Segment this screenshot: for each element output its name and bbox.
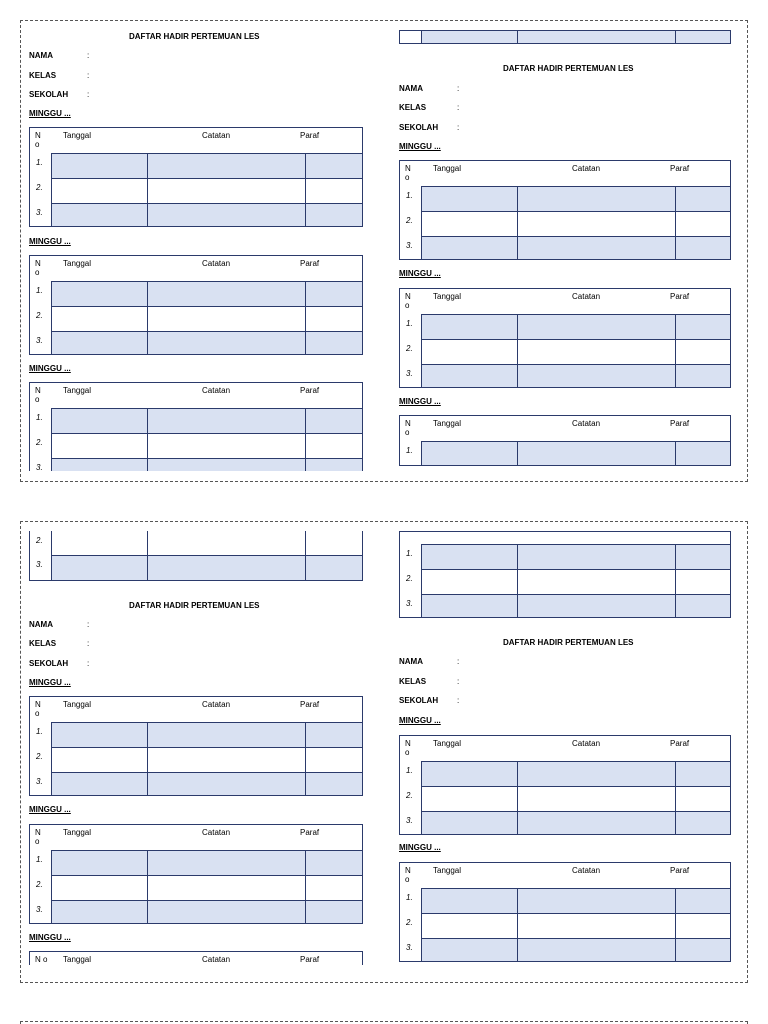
table-header [30, 383, 362, 408]
table-row [400, 544, 730, 569]
col-paraf: Paraf [300, 700, 320, 709]
col-tanggal: Tanggal [433, 739, 462, 748]
cell-catatan[interactable] [147, 722, 305, 747]
cell-paraf[interactable] [675, 594, 730, 618]
cell-catatan[interactable] [147, 875, 305, 900]
col-tanggal: Tanggal [433, 866, 462, 875]
row-number: 3. [406, 816, 413, 825]
attendance-table [399, 415, 731, 466]
field-sekolah [29, 659, 90, 668]
field-sekolah [399, 123, 460, 132]
cell-tanggal[interactable] [421, 236, 517, 260]
cell-tanggal[interactable] [421, 186, 517, 211]
field-sekolah [29, 90, 90, 99]
cell-paraf[interactable] [675, 888, 730, 913]
col-paraf: Paraf [670, 866, 690, 875]
col-paraf: Paraf [300, 955, 320, 964]
cell-catatan[interactable] [517, 441, 675, 466]
row-number: 3. [406, 599, 413, 608]
colon: : [87, 639, 90, 648]
table-row [400, 761, 730, 786]
field-kelas [399, 103, 460, 112]
row-number: 2. [36, 880, 43, 889]
col-catatan: Catatan [202, 386, 231, 395]
table-row [30, 153, 362, 178]
label-kelas: KELAS [29, 71, 57, 80]
table-row [30, 531, 362, 556]
col-paraf: Paraf [670, 292, 690, 301]
row-number: 2. [406, 344, 413, 353]
row-number: 1. [406, 549, 413, 558]
row-number: 1. [36, 413, 43, 422]
field-nama [29, 620, 90, 629]
col-no: N o [405, 292, 411, 310]
cell-catatan[interactable] [517, 786, 675, 811]
week-heading: MINGGU ... [399, 269, 441, 278]
table-row [400, 364, 730, 388]
row-number: 1. [406, 893, 413, 902]
field-nama [399, 657, 460, 666]
cell-paraf[interactable] [305, 458, 362, 471]
table-row [400, 441, 730, 466]
table-row [30, 408, 362, 433]
week-heading: MINGGU ... [29, 109, 71, 118]
row-number: 2. [406, 791, 413, 800]
cell-catatan[interactable] [517, 913, 675, 938]
cell-catatan[interactable] [147, 850, 305, 875]
field-kelas [29, 71, 90, 80]
cell-tanggal[interactable] [421, 594, 517, 618]
col-catatan: Catatan [572, 739, 601, 748]
table-row [400, 211, 730, 236]
table-row [400, 938, 730, 962]
col-no: N o [35, 828, 41, 846]
label-kelas: KELAS [29, 639, 57, 648]
col-tanggal: Tanggal [433, 292, 462, 301]
row-number: 2. [36, 536, 43, 545]
table-header [400, 863, 730, 888]
table-row [400, 811, 730, 835]
cell-tanggal[interactable] [51, 875, 147, 900]
table-header [400, 416, 730, 441]
cell-tanggal[interactable] [51, 408, 147, 433]
field-nama [399, 84, 460, 93]
attendance-table [29, 951, 363, 965]
col-no: N o [35, 386, 41, 404]
label-nama: NAMA [29, 620, 53, 629]
row-number: 1. [406, 766, 413, 775]
cell-catatan[interactable] [147, 306, 305, 331]
label-sekolah: SEKOLAH [29, 659, 69, 668]
cell-tanggal[interactable] [421, 30, 517, 44]
cell-catatan[interactable] [147, 555, 305, 580]
col-tanggal: Tanggal [63, 131, 92, 140]
table-header [30, 256, 362, 281]
colon: : [457, 103, 460, 112]
colon: : [87, 51, 90, 60]
cell-paraf[interactable] [305, 900, 362, 924]
label-sekolah: SEKOLAH [399, 696, 439, 705]
cell-catatan[interactable] [517, 811, 675, 835]
table-row [30, 772, 362, 796]
week-heading: MINGGU ... [29, 237, 71, 246]
col-paraf: Paraf [300, 131, 320, 140]
colon: : [87, 659, 90, 668]
colon: : [87, 90, 90, 99]
attendance-table-continuation [399, 531, 731, 618]
col-tanggal: Tanggal [433, 419, 462, 428]
col-tanggal: Tanggal [433, 164, 462, 173]
cell-catatan[interactable] [147, 153, 305, 178]
cell-paraf[interactable] [305, 433, 362, 458]
cell-catatan[interactable] [517, 761, 675, 786]
cell-catatan[interactable] [147, 178, 305, 203]
cell-paraf[interactable] [675, 811, 730, 835]
cell-tanggal[interactable] [421, 569, 517, 594]
col-no: N o [35, 131, 41, 149]
table-row [30, 281, 362, 306]
row-number: 3. [36, 208, 43, 217]
cell-tanggal[interactable] [51, 747, 147, 772]
row-number: 1. [36, 855, 43, 864]
cell-catatan[interactable] [147, 772, 305, 796]
row-number: 1. [406, 191, 413, 200]
cell-tanggal[interactable] [421, 888, 517, 913]
cell-tanggal[interactable] [51, 555, 147, 580]
attendance-table [29, 824, 363, 924]
cell-catatan[interactable] [517, 314, 675, 339]
attendance-table [399, 160, 731, 260]
week-heading: MINGGU ... [399, 843, 441, 852]
table-row [400, 30, 730, 44]
row-number: 3. [36, 777, 43, 786]
cell-paraf[interactable] [305, 772, 362, 796]
colon: : [87, 71, 90, 80]
week-heading: MINGGU ... [399, 716, 441, 725]
table-row [30, 747, 362, 772]
table-row [30, 331, 362, 355]
cell-paraf[interactable] [305, 281, 362, 306]
label-kelas: KELAS [399, 103, 427, 112]
cell-catatan[interactable] [517, 938, 675, 962]
col-paraf: Paraf [300, 828, 320, 837]
table-row [30, 433, 362, 458]
cell-tanggal[interactable] [421, 441, 517, 466]
table-row [400, 913, 730, 938]
cell-tanggal[interactable] [51, 772, 147, 796]
cell-paraf[interactable] [305, 531, 362, 556]
attendance-table-continuation [29, 531, 363, 581]
col-catatan: Catatan [202, 700, 231, 709]
cell-paraf[interactable] [675, 339, 730, 364]
cell-paraf[interactable] [305, 747, 362, 772]
cell-catatan[interactable] [517, 544, 675, 569]
row-number: 3. [36, 905, 43, 914]
col-catatan: Catatan [202, 828, 231, 837]
form-title: DAFTAR HADIR PERTEMUAN LES [129, 601, 260, 610]
week-heading: MINGGU ... [29, 933, 71, 942]
cell-paraf[interactable] [675, 211, 730, 236]
form-left-2 [29, 522, 363, 984]
cell-catatan[interactable] [147, 531, 305, 556]
attendance-table [399, 862, 731, 962]
cell-tanggal[interactable] [421, 339, 517, 364]
row-number: 3. [406, 369, 413, 378]
attendance-table-continuation [399, 30, 731, 44]
cell-paraf[interactable] [675, 314, 730, 339]
label-nama: NAMA [29, 51, 53, 60]
table-header [30, 128, 362, 153]
row-number: 2. [406, 216, 413, 225]
cell-paraf[interactable] [305, 331, 362, 355]
cell-tanggal[interactable] [421, 938, 517, 962]
cell-tanggal[interactable] [51, 153, 147, 178]
cell-tanggal[interactable] [51, 458, 147, 471]
form-left-1 [29, 21, 363, 483]
week-heading: MINGGU ... [399, 397, 441, 406]
cell-tanggal[interactable] [421, 364, 517, 388]
table-row [400, 888, 730, 913]
table-row [30, 555, 362, 580]
row-number: 2. [36, 438, 43, 447]
row-number: 3. [406, 943, 413, 952]
table-row [30, 306, 362, 331]
col-no: N o [405, 419, 411, 437]
row-number: 2. [36, 752, 43, 761]
row-number: 2. [406, 918, 413, 927]
cell-paraf[interactable] [675, 786, 730, 811]
cell-catatan[interactable] [147, 331, 305, 355]
field-kelas [29, 639, 90, 648]
week-heading: MINGGU ... [29, 364, 71, 373]
cell-tanggal[interactable] [51, 850, 147, 875]
cell-catatan[interactable] [147, 458, 305, 471]
colon: : [457, 677, 460, 686]
cell-catatan[interactable] [517, 594, 675, 618]
attendance-table [29, 127, 363, 227]
col-tanggal: Tanggal [63, 386, 92, 395]
cell-tanggal[interactable] [421, 913, 517, 938]
col-no: N o [405, 164, 411, 182]
col-catatan: Catatan [572, 164, 601, 173]
col-paraf: Paraf [300, 386, 320, 395]
row-number: 2. [406, 574, 413, 583]
label-sekolah: SEKOLAH [399, 123, 439, 132]
col-catatan: Catatan [572, 866, 601, 875]
cell-paraf[interactable] [675, 544, 730, 569]
cell-paraf[interactable] [675, 236, 730, 260]
col-catatan: Catatan [572, 292, 601, 301]
table-row [30, 722, 362, 747]
colon: : [457, 123, 460, 132]
cell-tanggal[interactable] [421, 761, 517, 786]
label-kelas: KELAS [399, 677, 427, 686]
form-right-1 [399, 21, 731, 483]
cell-catatan[interactable] [517, 339, 675, 364]
cell-catatan[interactable] [517, 888, 675, 913]
colon: : [457, 84, 460, 93]
cell-paraf[interactable] [305, 178, 362, 203]
table-row [30, 178, 362, 203]
table-header [30, 697, 362, 722]
cell-tanggal[interactable] [51, 331, 147, 355]
cell-catatan[interactable] [147, 433, 305, 458]
row-number: 1. [36, 727, 43, 736]
cell-tanggal[interactable] [51, 281, 147, 306]
row-number: 3. [36, 560, 43, 569]
cell-tanggal[interactable] [421, 314, 517, 339]
page-1 [20, 20, 748, 482]
cell-paraf[interactable] [305, 875, 362, 900]
cell-paraf[interactable] [675, 569, 730, 594]
attendance-table [29, 382, 363, 471]
cell-paraf[interactable] [675, 364, 730, 388]
col-catatan: Catatan [202, 955, 231, 964]
cell-tanggal[interactable] [421, 811, 517, 835]
attendance-table [399, 288, 731, 388]
cell-paraf[interactable] [305, 722, 362, 747]
table-row [400, 339, 730, 364]
cell-paraf[interactable] [305, 203, 362, 227]
row-number: 3. [406, 241, 413, 250]
cell-tanggal[interactable] [51, 306, 147, 331]
field-kelas [399, 677, 460, 686]
cell-tanggal[interactable] [421, 544, 517, 569]
col-no: N o [405, 739, 411, 757]
cell-tanggal[interactable] [51, 178, 147, 203]
cell-catatan[interactable] [147, 900, 305, 924]
cell-tanggal[interactable] [421, 211, 517, 236]
field-sekolah [399, 696, 460, 705]
col-paraf: Paraf [300, 259, 320, 268]
cell-paraf[interactable] [675, 913, 730, 938]
cell-catatan[interactable] [147, 203, 305, 227]
table-row [30, 203, 362, 227]
label-nama: NAMA [399, 84, 423, 93]
cell-tanggal[interactable] [51, 531, 147, 556]
week-heading: MINGGU ... [399, 142, 441, 151]
col-paraf: Paraf [670, 419, 690, 428]
form-title: DAFTAR HADIR PERTEMUAN LES [503, 638, 634, 647]
table-row [400, 236, 730, 260]
col-tanggal: Tanggal [63, 259, 92, 268]
col-no: N o [405, 866, 411, 884]
table-header [30, 825, 362, 850]
colon: : [457, 696, 460, 705]
cell-catatan[interactable] [517, 364, 675, 388]
table-row [400, 569, 730, 594]
table-row [400, 594, 730, 618]
cell-catatan[interactable] [147, 408, 305, 433]
cell-tanggal[interactable] [51, 203, 147, 227]
colon: : [457, 657, 460, 666]
table-row [30, 900, 362, 924]
cell-paraf[interactable] [675, 30, 730, 44]
form-title: DAFTAR HADIR PERTEMUAN LES [503, 64, 634, 73]
colon: : [87, 620, 90, 629]
label-nama: NAMA [399, 657, 423, 666]
cell-catatan[interactable] [517, 236, 675, 260]
col-tanggal: Tanggal [63, 700, 92, 709]
attendance-table [29, 696, 363, 796]
table-row [400, 314, 730, 339]
row-number: 1. [36, 286, 43, 295]
cell-paraf[interactable] [305, 153, 362, 178]
cell-paraf[interactable] [675, 938, 730, 962]
row-number: 2. [36, 183, 43, 192]
col-tanggal: Tanggal [63, 955, 92, 964]
row-number: 1. [406, 446, 413, 455]
col-catatan: Catatan [572, 419, 601, 428]
cell-catatan[interactable] [147, 281, 305, 306]
attendance-table [399, 735, 731, 835]
form-right-2 [399, 522, 731, 984]
row-number: 2. [36, 311, 43, 320]
table-row [30, 458, 362, 471]
table-header [400, 736, 730, 761]
cell-paraf[interactable] [305, 850, 362, 875]
cell-tanggal[interactable] [421, 786, 517, 811]
cell-catatan[interactable] [147, 747, 305, 772]
cell-catatan[interactable] [517, 186, 675, 211]
table-row [400, 786, 730, 811]
field-nama [29, 51, 90, 60]
cell-tanggal[interactable] [51, 722, 147, 747]
table-row [30, 850, 362, 875]
row-number: 1. [36, 158, 43, 167]
cell-tanggal[interactable] [51, 900, 147, 924]
cell-catatan[interactable] [517, 211, 675, 236]
cell-catatan[interactable] [517, 569, 675, 594]
row-number: 3. [36, 463, 43, 471]
cell-paraf[interactable] [305, 408, 362, 433]
cell-paraf[interactable] [675, 441, 730, 466]
attendance-table [29, 255, 363, 355]
col-paraf: Paraf [670, 164, 690, 173]
cell-catatan[interactable] [517, 30, 675, 44]
col-no: N o [35, 700, 41, 718]
col-catatan: Catatan [202, 131, 231, 140]
col-paraf: Paraf [670, 739, 690, 748]
form-title: DAFTAR HADIR PERTEMUAN LES [129, 32, 260, 41]
col-tanggal: Tanggal [63, 828, 92, 837]
cell-paraf[interactable] [305, 306, 362, 331]
col-no: N o [35, 955, 48, 964]
table-row [400, 186, 730, 211]
table-header [30, 952, 362, 965]
table-header [400, 161, 730, 186]
col-no: N o [35, 259, 41, 277]
cell-paraf[interactable] [675, 186, 730, 211]
table-row [30, 875, 362, 900]
week-heading: MINGGU ... [29, 805, 71, 814]
row-number: 3. [36, 336, 43, 345]
col-catatan: Catatan [202, 259, 231, 268]
table-header [400, 289, 730, 314]
cell-paraf[interactable] [675, 761, 730, 786]
cell-paraf[interactable] [305, 555, 362, 580]
label-sekolah: SEKOLAH [29, 90, 69, 99]
row-number: 1. [406, 319, 413, 328]
cell-tanggal[interactable] [51, 433, 147, 458]
week-heading: MINGGU ... [29, 678, 71, 687]
page-2 [20, 521, 748, 983]
